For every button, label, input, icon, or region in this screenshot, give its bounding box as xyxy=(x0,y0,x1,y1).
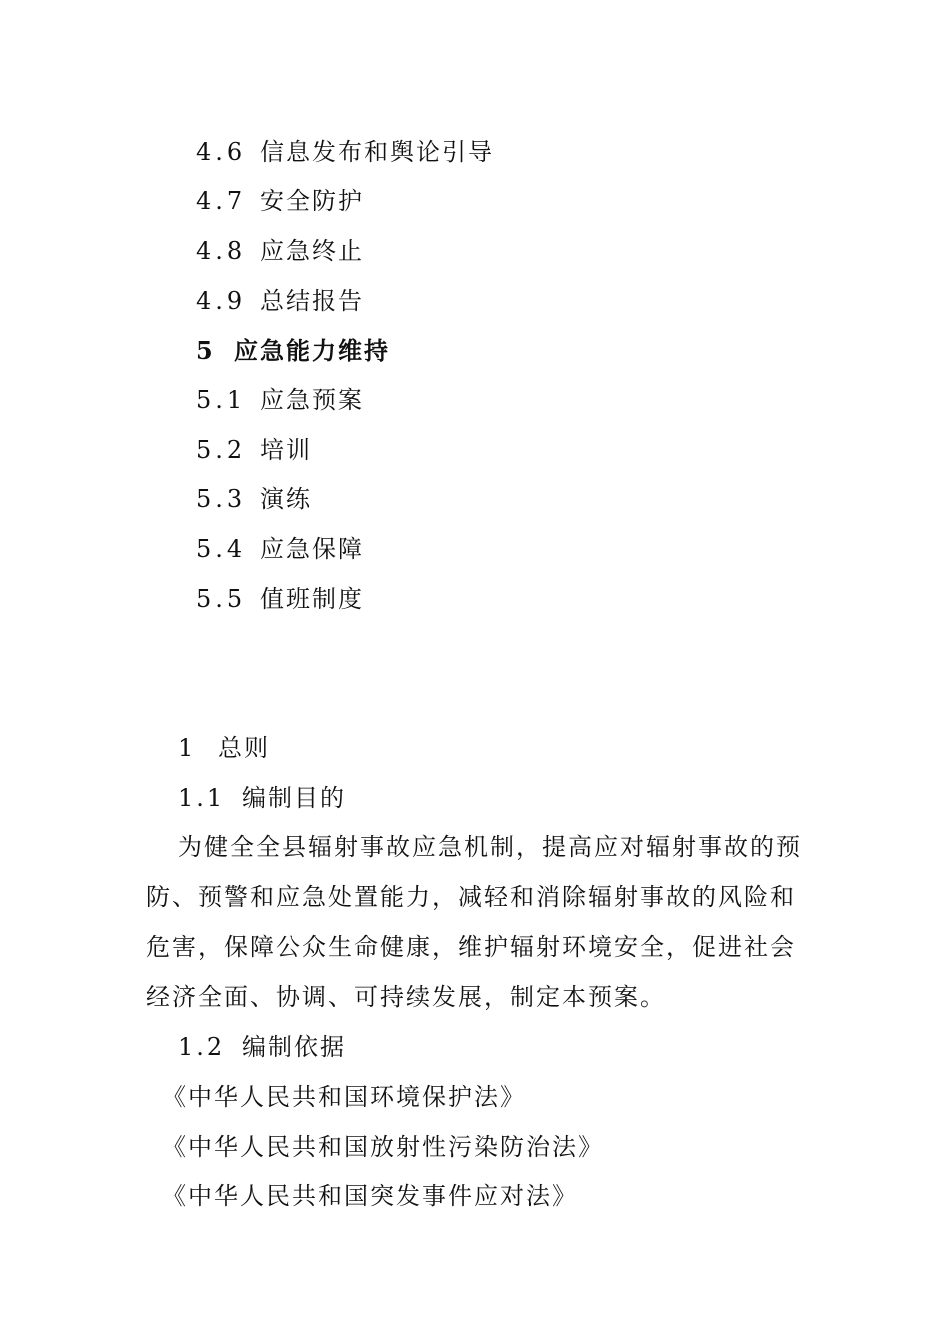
toc-heading xyxy=(196,336,390,366)
toc-item-number: 4.6 xyxy=(196,138,247,166)
toc-item-label: 培训 xyxy=(260,436,312,464)
subsection-heading xyxy=(178,1032,346,1062)
toc-item xyxy=(196,584,364,614)
toc-item-number: 4.8 xyxy=(196,237,247,265)
toc-heading-label: 应急能力维持 xyxy=(234,336,390,365)
toc-item-label: 值班制度 xyxy=(260,585,364,613)
toc-item-label: 应急保障 xyxy=(260,535,364,563)
toc-item-number: 4.9 xyxy=(196,287,247,315)
toc-item xyxy=(196,435,312,465)
toc-item-number: 5.2 xyxy=(196,436,247,464)
toc-item-label: 信息发布和舆论引导 xyxy=(260,138,494,166)
section-heading xyxy=(178,733,270,763)
toc-item-label: 应急终止 xyxy=(260,237,364,265)
toc-item-number: 5.4 xyxy=(196,535,247,563)
toc-item-label: 总结报告 xyxy=(260,287,364,315)
toc-item xyxy=(196,137,494,167)
subsection-number: 1.2 xyxy=(178,1033,226,1061)
toc-item-number: 4.7 xyxy=(196,187,247,215)
purpose-paragraph xyxy=(146,822,806,1022)
toc-item-number: 5.1 xyxy=(196,386,247,414)
toc-item-label: 演练 xyxy=(260,485,312,513)
toc-item xyxy=(196,484,312,514)
toc-item xyxy=(196,186,364,216)
section-title: 总则 xyxy=(218,734,270,762)
subsection-title: 编制目的 xyxy=(242,784,346,812)
toc-item xyxy=(196,236,364,266)
subsection-title: 编制依据 xyxy=(242,1033,346,1061)
toc-item xyxy=(196,286,364,316)
toc-item-number: 5.3 xyxy=(196,485,247,513)
law-reference: 《中华人民共和国放射性污染防治法》 xyxy=(162,1133,604,1161)
section-number: 1 xyxy=(178,734,196,762)
law-reference: 《中华人民共和国突发事件应对法》 xyxy=(162,1182,578,1210)
law-reference: 《中华人民共和国环境保护法》 xyxy=(162,1083,526,1111)
toc-item-label: 安全防护 xyxy=(260,187,364,215)
subsection-heading xyxy=(178,783,346,813)
toc-item xyxy=(196,385,364,415)
toc-heading-number: 5 xyxy=(196,336,217,365)
toc-item-label: 应急预案 xyxy=(260,386,364,414)
toc-item xyxy=(196,534,364,564)
subsection-number: 1.1 xyxy=(178,784,226,812)
toc-item-number: 5.5 xyxy=(196,585,247,613)
purpose-text: 为健全全县辐射事故应急机制，提高应对辐射事故的预防、预警和应急处置能力，减轻和消除辐射事故的风险和危害，保障公众生命健康，维护辐射环境安全，促进社会经济全面、协调、可持续发展，制定本预案。 xyxy=(146,833,802,1011)
